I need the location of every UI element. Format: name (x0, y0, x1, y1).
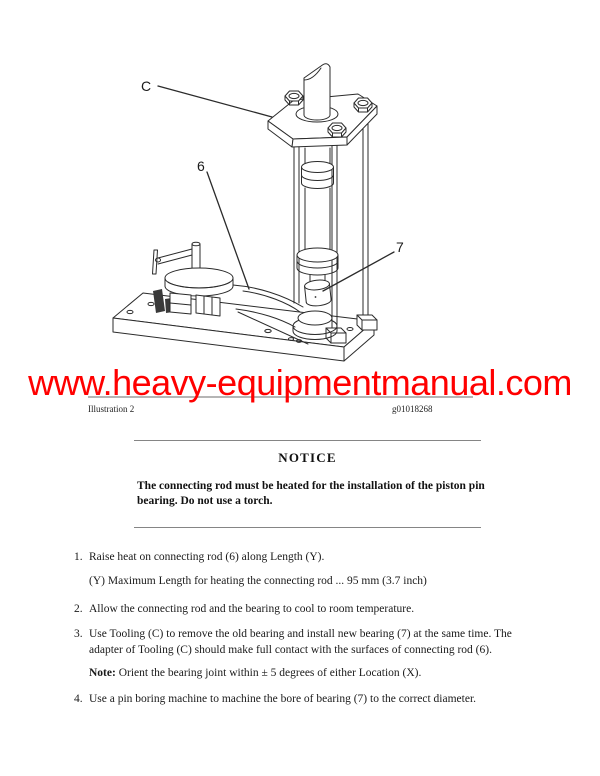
step-2-number: 2. (74, 603, 83, 615)
notice-line-2: bearing. Do not use a torch. (137, 495, 273, 507)
screw-handle (304, 64, 330, 120)
notice-body (137, 479, 507, 509)
step-1-text: Raise heat on connecting rod (6) along Length (Y). (89, 551, 325, 563)
bearing-cylinder (304, 279, 332, 307)
label-tooling-c: C (141, 78, 152, 94)
notice-title: NOTICE (278, 450, 337, 465)
note-label: Note: (89, 667, 116, 679)
notice-line-1: The connecting rod must be heated for the installation of the piston pin (137, 480, 485, 492)
step-4-text: Use a pin boring machine to machine the bore of bearing (7) to the correct diameter. (89, 693, 477, 705)
step-3-line-2: adapter of Tooling (C) should make full contact with the surfaces of connecting rod (6). (89, 644, 492, 656)
watermark: www.heavy-equipmentmanual.com (28, 362, 572, 403)
step-4-number: 4. (74, 693, 83, 705)
label-bearing-7: 7 (396, 239, 404, 255)
step-2 (74, 601, 414, 617)
label-connecting-rod-6: 6 (197, 158, 205, 174)
step-1-spec: (Y) Maximum Length for heating the connecting rod ... 95 mm (3.7 inch) (89, 575, 427, 587)
step-4 (74, 691, 476, 707)
illustration-graphic-id: g01018268 (392, 404, 433, 414)
step-1-number: 1. (74, 551, 83, 563)
step-3-note (89, 665, 421, 681)
clamp-disc-assembly (153, 242, 234, 296)
step-2-text: Allow the connecting rod and the bearing to cool to room temperature. (89, 603, 415, 615)
notice-rule-top (134, 440, 481, 441)
step-3-text (89, 626, 512, 658)
leader-line-c (158, 86, 272, 117)
press-tool-illustration (0, 0, 600, 370)
notice-rule-bottom (134, 527, 481, 528)
step-3 (74, 626, 512, 658)
step-3-number: 3. (74, 628, 83, 640)
step-1 (74, 549, 324, 565)
step-3-line-1: Use Tooling (C) to remove the old bearing and install new bearing (7) at the same time. The (89, 628, 512, 640)
base-plate (113, 293, 374, 361)
note-text: Orient the bearing joint within ± 5 degrees of either Location (X). (115, 667, 422, 679)
illustration-caption: Illustration 2 (88, 404, 135, 414)
